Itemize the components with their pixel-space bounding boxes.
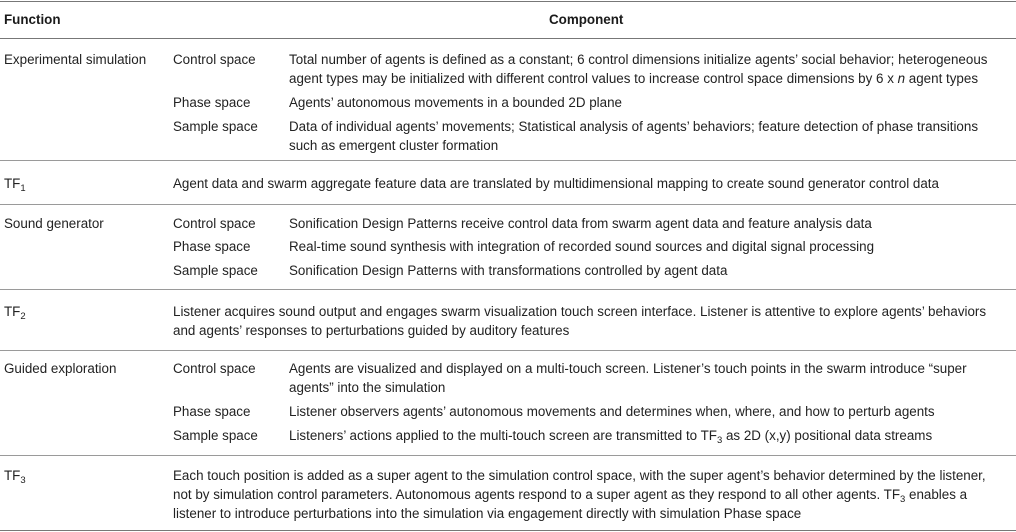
component-text: Listeners’ actions applied to the multi-touch screen are transmitted to $TF_3$ as 2D (x,y) positional data streams (289, 428, 933, 446)
component-text: and agents’ responses to perturbations guided by auditory features (173, 323, 570, 338)
function-tf3: $TF_3$ (4, 468, 26, 486)
component-text: not by simulation control parameters. Autonomous agents respond to a super agent as they respond to all other agents. $TF_3$ enables a (173, 487, 968, 505)
phase-space-label: Phase space (173, 239, 251, 254)
component-text: Sonification Design Patterns with transformations controlled by agent data (289, 263, 728, 278)
function-guided-exploration: Guided exploration (4, 361, 117, 376)
component-text: Agents are visualized and displayed on a multi-touch screen. Listener’s touch points in the swarm introduce “super (289, 361, 967, 376)
function-tf1: $TF_1$ (4, 176, 26, 194)
row-divider (0, 455, 1016, 456)
function-sound-generator: Sound generator (4, 216, 104, 231)
table-top-rule (0, 1, 1016, 2)
component-text: listener to introduce perturbations into the simulation via engagement directly with simulation Phase space (173, 506, 802, 521)
row-divider (0, 289, 1016, 290)
function-tf2: $TF_2$ (4, 304, 26, 322)
row-divider (0, 350, 1016, 351)
control-space-label: Control space (173, 216, 256, 231)
sample-space-label: Sample space (173, 428, 258, 443)
component-text: agent types may be initialized with different control values to increase control space dimensions by 6 x n agent types (289, 71, 979, 86)
component-text: Total number of agents is defined as a constant; 6 control dimensions initialize agents’ social behavior; heterogeneous (289, 52, 988, 67)
component-text: agents” into the simulation (289, 380, 446, 395)
header-component: Component (549, 12, 624, 27)
component-text: such as emergent cluster formation (289, 138, 499, 153)
component-text: Agent data and swarm aggregate feature data are translated by multidimensional mapping to create sound generator control data (173, 176, 939, 191)
sample-space-label: Sample space (173, 119, 258, 134)
phase-space-label: Phase space (173, 95, 251, 110)
component-text: Real-time sound synthesis with integration of recorded sound sources and digital signal processing (289, 239, 875, 254)
control-space-label: Control space (173, 52, 256, 67)
row-divider (0, 160, 1016, 161)
header-rule (0, 38, 1016, 39)
component-text: Sonification Design Patterns receive control data from swarm agent data and feature analysis data (289, 216, 872, 231)
component-text: Agents’ autonomous movements in a bounded 2D plane (289, 95, 623, 110)
control-space-label: Control space (173, 361, 256, 376)
header-function: Function (4, 12, 61, 27)
component-text: Each touch position is added as a super agent to the simulation control space, with the super agent’s behavior determined by the listener, (173, 468, 986, 483)
table-bottom-rule (0, 530, 1016, 531)
component-text: Listener acquires sound output and engages swarm visualization touch screen interface. Listener is attentive to explore agents’ behaviors (173, 304, 987, 319)
phase-space-label: Phase space (173, 404, 251, 419)
component-text: Listener observers agents’ autonomous movements and determines when, where, and how to perturb agents (289, 404, 935, 419)
function-experimental-simulation: Experimental simulation (4, 52, 147, 67)
sample-space-label: Sample space (173, 263, 258, 278)
row-divider (0, 204, 1016, 205)
component-text: Data of individual agents’ movements; Statistical analysis of agents’ behaviors; feature detection of phase transitions (289, 119, 979, 134)
